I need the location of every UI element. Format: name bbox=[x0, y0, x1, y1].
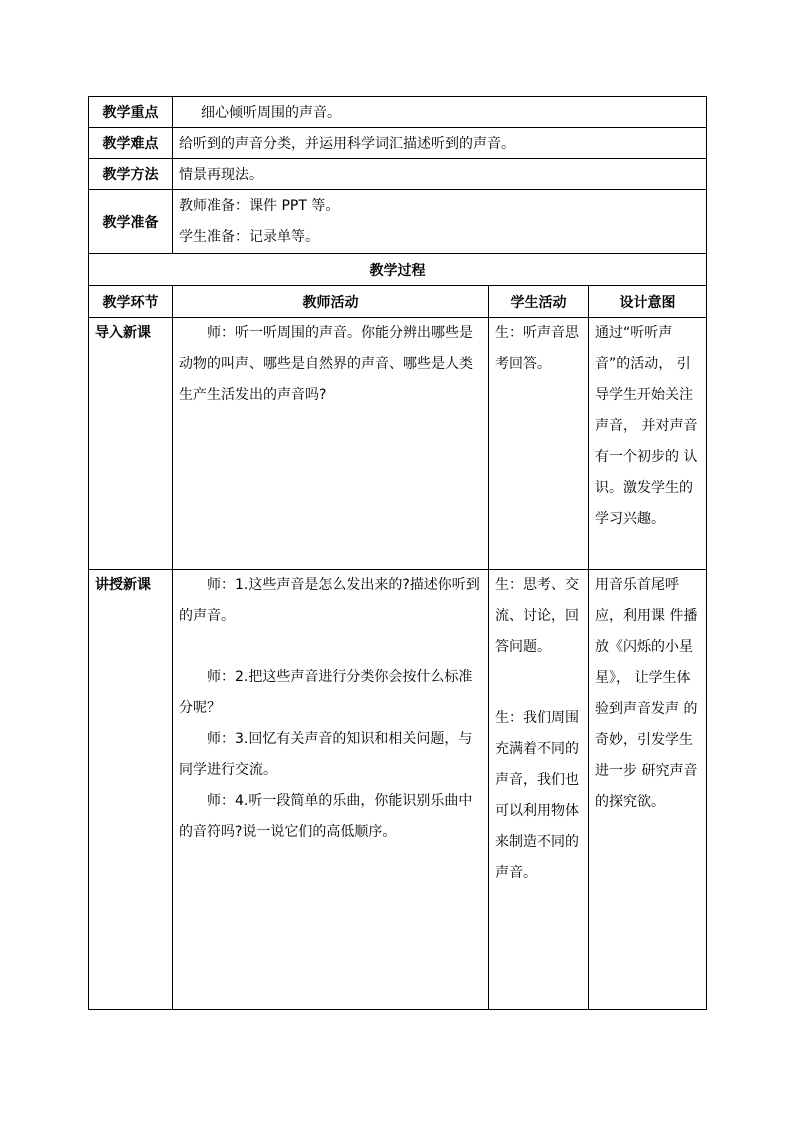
student-paragraph: 生：我们周围充满着不同的声音，我们也可以利用物体来制造不同的声音。 bbox=[495, 710, 579, 881]
stage-label: 导入新课 bbox=[89, 318, 173, 570]
info-label: 教学准备 bbox=[89, 190, 173, 254]
teacher-activity bbox=[173, 318, 489, 570]
lesson-plan-table bbox=[88, 96, 707, 1010]
teacher-paragraph: 师：3.回忆有关声音的知识和相关问题，与同学进行交流。 bbox=[179, 731, 473, 778]
info-label: 教学重点 bbox=[89, 97, 173, 128]
student-activity bbox=[489, 570, 589, 1010]
process-title: 教学过程 bbox=[89, 254, 707, 286]
section-row-new-lesson bbox=[89, 570, 707, 1010]
teacher-paragraph: 师：听一听周围的声音。你能分辨出哪些是动物的叫声、哪些是自然界的声音、哪些是人类生产生活发出的声音吗? bbox=[179, 325, 473, 403]
info-row-focus bbox=[89, 97, 707, 128]
info-label: 教学方法 bbox=[89, 159, 173, 190]
column-header-row bbox=[89, 286, 707, 318]
student-paragraph: 生：思考、交流、讨论，回答问题。 bbox=[495, 577, 579, 655]
student-paragraph: 生：听声音思考回答。 bbox=[495, 325, 579, 372]
prep-line: 教师准备：课件 PPT 等。 bbox=[179, 197, 340, 214]
design-intent: 通过“听听声音”的活动， 引导学生开始关注声音， 并对声音有一个初步的 认识。激发学生的学习兴趣。 bbox=[589, 318, 707, 570]
info-row-preparation bbox=[89, 190, 707, 254]
info-value: 情景再现法。 bbox=[173, 159, 707, 190]
info-value: 给听到的声音分类，并运用科学词汇描述听到的声音。 bbox=[173, 128, 707, 159]
column-header: 学生活动 bbox=[489, 286, 589, 318]
section-row-intro bbox=[89, 318, 707, 570]
design-intent: 用音乐首尾呼应，利用课 件播放《闪烁的小星星》， 让学生体验到声音发声 的奇妙，引发学生进一步 研究声音的探究欲。 bbox=[589, 570, 707, 1010]
teacher-paragraph: 师：2.把这些声音进行分类你会按什么标准分呢？ bbox=[179, 669, 473, 716]
student-activity bbox=[489, 318, 589, 570]
info-row-method bbox=[89, 159, 707, 190]
teacher-activity bbox=[173, 570, 489, 1010]
column-header: 教师活动 bbox=[173, 286, 489, 318]
prep-line: 学生准备：记录单等。 bbox=[179, 228, 319, 245]
teacher-paragraph: 师：4.听一段简单的乐曲，你能识别乐曲中的音符吗?说一说它们的高低顺序。 bbox=[179, 793, 473, 840]
process-title-row bbox=[89, 254, 707, 286]
column-header: 教学环节 bbox=[89, 286, 173, 318]
column-header: 设计意图 bbox=[589, 286, 707, 318]
info-label: 教学难点 bbox=[89, 128, 173, 159]
info-value: 细心倾听周围的声音。 bbox=[173, 97, 707, 128]
info-row-difficulty bbox=[89, 128, 707, 159]
teacher-paragraph: 师：1.这些声音是怎么发出来的?描述你听到的声音。 bbox=[179, 577, 480, 624]
info-value bbox=[173, 190, 707, 254]
stage-label: 讲授新课 bbox=[89, 570, 173, 1010]
